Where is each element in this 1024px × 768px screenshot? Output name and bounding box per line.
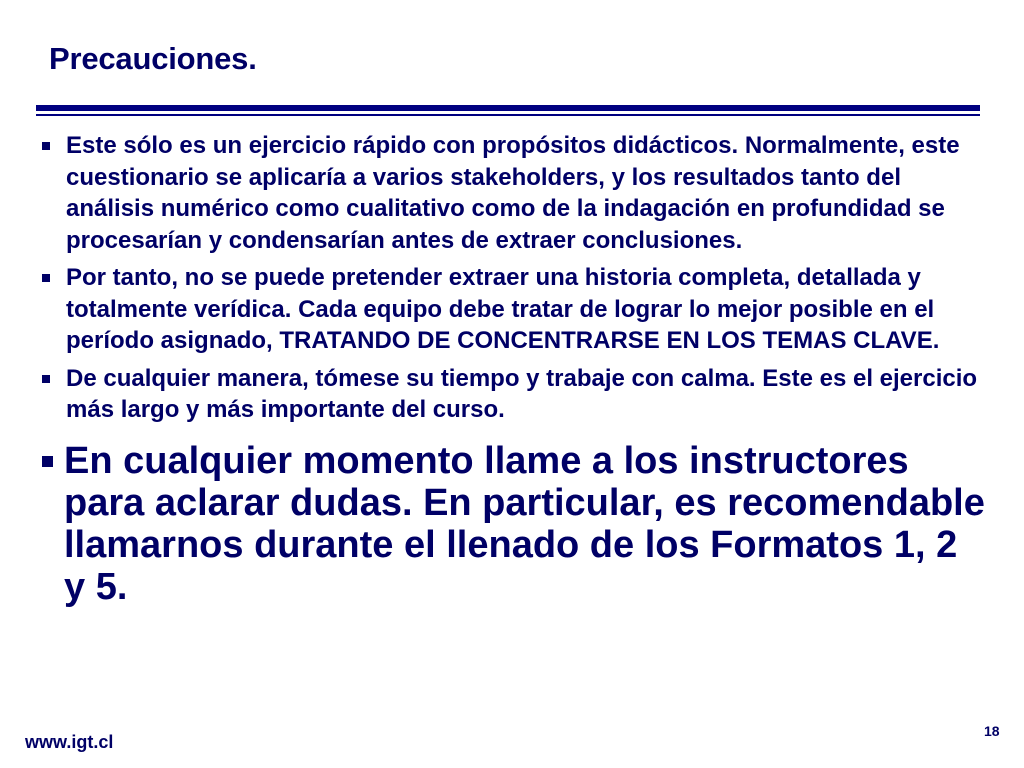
square-bullet-icon (42, 456, 53, 467)
slide-title: Precauciones. (49, 41, 257, 76)
bullet-text: De cualquier manera, tómese su tiempo y trabaje con calma. Este es el ejercicio más largo y más importante del curso. (66, 364, 978, 423)
bullet-item-emphasis (38, 440, 988, 608)
title-divider-thick (36, 105, 980, 111)
bullet-item (38, 130, 988, 256)
bullet-list (38, 130, 988, 608)
square-bullet-icon (42, 274, 50, 282)
bullet-item (38, 262, 988, 357)
bullet-text: Por tanto, no se puede pretender extraer una historia completa, detallada y totalmente verídica. Cada equipo debe tratar de lograr lo mejor posible en el período asignado, TRATANDO DE CONCENTRARSE EN LOS TEMAS CLAVE. (66, 264, 940, 354)
footer-url: www.igt.cl (25, 732, 114, 752)
page-number: 18 (984, 723, 1000, 739)
title-divider-thin (36, 114, 980, 116)
square-bullet-icon (42, 375, 50, 383)
bullet-text: Este sólo es un ejercicio rápido con propósitos didácticos. Normalmente, este cuestionario se aplicaría a varios stakeholders, y los resultados tanto del análisis numérico como cualitativo como de la indagación en profundidad se procesarían y condensarían antes de extraer conclusiones. (66, 132, 960, 254)
bullet-text: En cualquier momento llame a los instructores para aclarar dudas. En particular, es recomendable llamarnos durante el llenado de los Formatos 1, 2 y 5. (64, 439, 985, 608)
square-bullet-icon (42, 142, 50, 150)
bullet-item (38, 363, 988, 426)
